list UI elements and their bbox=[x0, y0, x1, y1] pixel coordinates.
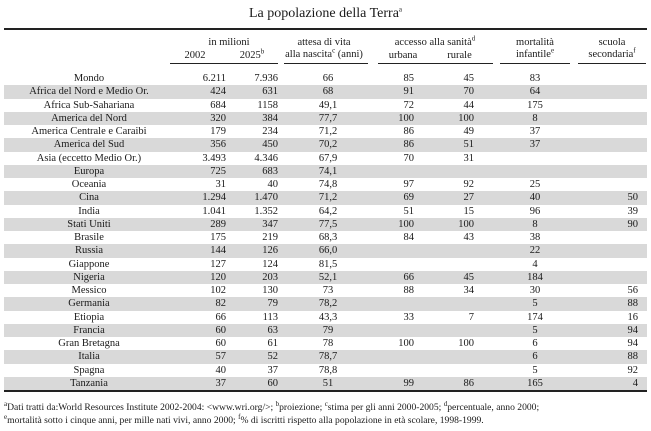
cell-region-name: Germania bbox=[68, 298, 110, 310]
cell-region-name: America del Sud bbox=[53, 139, 125, 151]
cell-region-name: Brasile bbox=[74, 232, 104, 243]
table-row bbox=[4, 377, 647, 390]
cell-infant-mortality: 25 bbox=[529, 179, 541, 190]
cell-pop-2002: 175 bbox=[210, 232, 226, 243]
cell-life-expectancy: 78,8 bbox=[318, 364, 338, 376]
cell-region-name: America Centrale e Caraibi bbox=[31, 126, 147, 137]
table-row bbox=[4, 350, 647, 363]
cell-health-rural: 100 bbox=[458, 338, 474, 349]
table-row bbox=[4, 138, 647, 151]
cell-infant-mortality: 4 bbox=[532, 258, 538, 270]
table-row bbox=[4, 311, 647, 324]
table-row bbox=[4, 85, 647, 98]
cell-pop-2002: 127 bbox=[210, 258, 226, 270]
cell-secondary-school: 88 bbox=[627, 298, 638, 310]
footnotes bbox=[4, 401, 649, 427]
table-row bbox=[4, 337, 647, 350]
cell-health-urban: 86 bbox=[403, 126, 414, 137]
cell-life-expectancy: 71,2 bbox=[318, 192, 338, 204]
cell-infant-mortality: 5 bbox=[532, 324, 538, 336]
cell-pop-2025: 347 bbox=[262, 218, 278, 230]
header-rule-population bbox=[170, 63, 278, 64]
table-row bbox=[4, 297, 647, 310]
cell-pop-2025: 52 bbox=[267, 351, 278, 363]
table-row bbox=[4, 178, 647, 191]
cell-region-name: Russia bbox=[74, 245, 103, 257]
table-row bbox=[4, 191, 647, 204]
cell-region-name: Francia bbox=[73, 324, 105, 336]
cell-pop-2025: 384 bbox=[262, 112, 278, 124]
cell-life-expectancy: 67,9 bbox=[318, 152, 338, 164]
cell-health-urban: 99 bbox=[403, 377, 414, 389]
table-row bbox=[4, 72, 647, 85]
footnote-text: mortalità sotto i cinque anni, per mille nati vivi, anno 2000; bbox=[7, 415, 239, 426]
cell-life-expectancy: 77,5 bbox=[318, 218, 338, 230]
cell-health-urban: 100 bbox=[398, 218, 414, 230]
cell-pop-2002: 60 bbox=[215, 338, 226, 349]
cell-infant-mortality: 40 bbox=[529, 192, 541, 204]
footnote-line-1 bbox=[4, 401, 649, 414]
cell-pop-2002: 66 bbox=[215, 311, 226, 323]
cell-health-rural: 45 bbox=[463, 271, 474, 283]
header-rule-health bbox=[378, 63, 493, 64]
cell-infant-mortality: 8 bbox=[532, 112, 538, 124]
footnote-marker: f bbox=[238, 412, 241, 421]
cell-region-name: America del Nord bbox=[51, 112, 127, 124]
footnote-marker: a bbox=[4, 399, 8, 408]
cell-health-rural: 100 bbox=[458, 112, 474, 124]
cell-life-expectancy: 70,2 bbox=[318, 139, 338, 151]
cell-pop-2025: 126 bbox=[262, 245, 278, 257]
table-row bbox=[4, 244, 647, 257]
cell-life-expectancy: 81,5 bbox=[318, 258, 338, 270]
top-rule bbox=[4, 28, 647, 30]
cell-region-name: Mondo bbox=[73, 73, 105, 84]
footnote-line-2 bbox=[4, 414, 649, 427]
cell-pop-2025: 37 bbox=[267, 364, 278, 376]
cell-infant-mortality: 37 bbox=[529, 139, 541, 151]
cell-life-expectancy: 43,3 bbox=[318, 311, 338, 323]
cell-pop-2025: 113 bbox=[262, 311, 278, 323]
footnote-text: Dati tratti da:World Resources Institute 2002-2004: <www.wri.org/>; bbox=[7, 402, 276, 413]
cell-pop-2002: 102 bbox=[210, 285, 226, 296]
cell-health-urban: 100 bbox=[398, 112, 414, 124]
cell-health-rural: 44 bbox=[463, 99, 474, 111]
cell-health-urban: 66 bbox=[403, 271, 414, 283]
cell-health-urban: 33 bbox=[403, 311, 414, 323]
cell-life-expectancy: 66,0 bbox=[318, 245, 338, 257]
cell-pop-2025: 234 bbox=[262, 126, 278, 137]
cell-life-expectancy: 68 bbox=[322, 86, 334, 98]
cell-pop-2002: 6.211 bbox=[202, 73, 226, 84]
table-row bbox=[4, 284, 647, 297]
table-row bbox=[4, 99, 647, 112]
cell-region-name: Tanzania bbox=[70, 377, 108, 389]
cell-life-expectancy: 78 bbox=[322, 338, 334, 349]
cell-pop-2025: 130 bbox=[262, 285, 278, 296]
header-life-expectancy: attesa di vita alla nascita$^c$ (anni) bbox=[285, 37, 363, 60]
cell-region-name: Cina bbox=[79, 192, 99, 204]
cell-life-expectancy: 77,7 bbox=[318, 112, 338, 124]
table-row bbox=[4, 125, 647, 138]
cell-pop-2025: 1158 bbox=[257, 99, 278, 111]
cell-region-name: Africa Sub-Sahariana bbox=[43, 99, 135, 111]
cell-pop-2002: 320 bbox=[210, 112, 226, 124]
cell-health-rural: 100 bbox=[458, 218, 474, 230]
cell-health-urban: 100 bbox=[398, 338, 414, 349]
cell-life-expectancy: 68,3 bbox=[318, 232, 338, 243]
table-row bbox=[4, 258, 647, 271]
cell-infant-mortality: 83 bbox=[529, 73, 541, 84]
cell-region-name: Italia bbox=[78, 351, 100, 363]
table-row bbox=[4, 152, 647, 165]
header-secondary-school: scuola secondaria$^f$ bbox=[588, 37, 636, 60]
cell-secondary-school: 4 bbox=[632, 377, 638, 389]
cell-infant-mortality: 30 bbox=[529, 285, 541, 296]
cell-pop-2002: 3.493 bbox=[202, 152, 226, 164]
cell-region-name: Oceania bbox=[71, 179, 107, 190]
cell-health-urban: 70 bbox=[403, 152, 414, 164]
cell-health-urban: 84 bbox=[403, 232, 414, 243]
cell-life-expectancy: 78,7 bbox=[318, 351, 338, 363]
cell-infant-mortality: 174 bbox=[527, 311, 543, 323]
table-row bbox=[4, 165, 647, 178]
cell-health-urban: 69 bbox=[403, 192, 414, 204]
cell-secondary-school: 88 bbox=[627, 351, 638, 363]
cell-pop-2025: 219 bbox=[262, 232, 278, 243]
header-health-access: accesso alla sanità$^d$ bbox=[394, 34, 476, 48]
footnote-marker: d bbox=[443, 399, 448, 408]
cell-secondary-school: 50 bbox=[627, 192, 638, 204]
cell-infant-mortality: 5 bbox=[532, 298, 538, 310]
cell-pop-2025: 63 bbox=[267, 324, 278, 336]
cell-infant-mortality: 165 bbox=[527, 377, 543, 389]
cell-infant-mortality: 6 bbox=[532, 351, 538, 363]
table-row bbox=[4, 218, 647, 231]
cell-health-rural: 34 bbox=[463, 285, 474, 296]
cell-pop-2025: 203 bbox=[262, 271, 278, 283]
cell-region-name: Asia (eccetto Medio Or.) bbox=[36, 152, 142, 164]
header-rule-school bbox=[578, 63, 646, 64]
header-population-group: in milioni bbox=[208, 37, 250, 48]
cell-pop-2025: 1.352 bbox=[254, 205, 278, 217]
cell-life-expectancy: 78,2 bbox=[318, 298, 338, 310]
cell-region-name: Messico bbox=[71, 285, 107, 296]
cell-life-expectancy: 79 bbox=[322, 324, 334, 336]
cell-health-rural: 49 bbox=[463, 126, 474, 137]
cell-pop-2025: 1.470 bbox=[254, 192, 278, 204]
cell-health-urban: 86 bbox=[403, 139, 414, 151]
cell-pop-2002: 82 bbox=[215, 298, 226, 310]
table-title: La popolazione della Terra$^a$ bbox=[248, 5, 403, 21]
cell-pop-2002: 120 bbox=[210, 271, 226, 283]
cell-secondary-school: 94 bbox=[627, 324, 638, 336]
cell-infant-mortality: 64 bbox=[529, 86, 541, 98]
cell-pop-2002: 1.294 bbox=[202, 192, 226, 204]
table-row bbox=[4, 205, 647, 218]
cell-pop-2002: 37 bbox=[215, 377, 226, 389]
cell-pop-2002: 179 bbox=[210, 126, 226, 137]
cell-health-urban: 97 bbox=[403, 179, 414, 190]
cell-pop-2025: 683 bbox=[262, 165, 278, 177]
cell-infant-mortality: 96 bbox=[529, 205, 541, 217]
cell-health-rural: 7 bbox=[468, 311, 474, 323]
cell-secondary-school: 16 bbox=[627, 311, 638, 323]
cell-life-expectancy: 74,8 bbox=[318, 179, 338, 190]
footnote-marker: e bbox=[4, 412, 8, 421]
header-rule-life bbox=[284, 63, 368, 64]
cell-pop-2025: 631 bbox=[262, 86, 278, 98]
cell-pop-2025: 79 bbox=[267, 298, 278, 310]
cell-region-name: Africa del Nord e Medio Or. bbox=[29, 86, 149, 98]
cell-pop-2002: 60 bbox=[215, 324, 226, 336]
footnote-marker: b bbox=[275, 399, 280, 408]
cell-pop-2002: 57 bbox=[215, 351, 226, 363]
cell-secondary-school: 56 bbox=[627, 285, 638, 296]
cell-health-rural: 43 bbox=[463, 232, 474, 243]
cell-pop-2002: 684 bbox=[210, 99, 226, 111]
cell-health-rural: 27 bbox=[463, 192, 474, 204]
header-rule-mortality bbox=[500, 63, 570, 64]
cell-pop-2025: 60 bbox=[267, 377, 278, 389]
cell-life-expectancy: 66 bbox=[322, 73, 334, 84]
cell-health-urban: 88 bbox=[403, 285, 414, 296]
header-urban: urbana bbox=[388, 50, 418, 61]
cell-region-name: Giappone bbox=[68, 258, 110, 270]
cell-infant-mortality: 8 bbox=[532, 218, 538, 230]
cell-life-expectancy: 71,2 bbox=[318, 126, 338, 137]
cell-secondary-school: 90 bbox=[627, 218, 638, 230]
cell-region-name: Stati Uniti bbox=[67, 218, 111, 230]
cell-infant-mortality: 184 bbox=[527, 271, 543, 283]
cell-region-name: Etiopia bbox=[73, 311, 105, 323]
cell-pop-2025: 450 bbox=[262, 139, 278, 151]
cell-pop-2002: 289 bbox=[210, 218, 226, 230]
cell-pop-2025: 7.936 bbox=[254, 73, 278, 84]
cell-health-rural: 51 bbox=[463, 139, 474, 151]
footnote-text: percentuale, anno 2000; bbox=[447, 402, 540, 413]
cell-health-rural: 31 bbox=[463, 152, 474, 164]
cell-infant-mortality: 37 bbox=[529, 126, 541, 137]
cell-pop-2025: 61 bbox=[267, 338, 278, 349]
footnote-text: stima per gli anni 2000-2005; bbox=[327, 402, 444, 413]
cell-life-expectancy: 49,1 bbox=[318, 99, 338, 111]
cell-pop-2025: 124 bbox=[262, 258, 278, 270]
cell-region-name: Spagna bbox=[73, 364, 105, 376]
header-2002: 2002 bbox=[184, 50, 206, 61]
table-row bbox=[4, 231, 647, 244]
header-infant-mortality: mortalità infantile$^e$ bbox=[515, 37, 555, 60]
cell-region-name: Nigeria bbox=[73, 271, 105, 283]
cell-life-expectancy: 73 bbox=[322, 285, 334, 296]
cell-life-expectancy: 52,1 bbox=[318, 271, 338, 283]
cell-health-rural: 45 bbox=[463, 73, 474, 84]
cell-health-urban: 91 bbox=[403, 86, 414, 98]
cell-health-rural: 86 bbox=[463, 377, 474, 389]
table-row bbox=[4, 364, 647, 377]
footnote-marker: c bbox=[324, 399, 328, 408]
bottom-rule bbox=[4, 390, 647, 392]
header-2025: 2025$^b$ bbox=[239, 47, 265, 61]
cell-infant-mortality: 175 bbox=[527, 99, 543, 111]
cell-pop-2002: 31 bbox=[215, 179, 226, 190]
cell-infant-mortality: 38 bbox=[529, 232, 541, 243]
cell-health-urban: 51 bbox=[403, 205, 414, 217]
cell-pop-2002: 356 bbox=[210, 139, 226, 151]
table-row bbox=[4, 112, 647, 125]
cell-life-expectancy: 74,1 bbox=[318, 165, 338, 177]
cell-secondary-school: 39 bbox=[627, 205, 638, 217]
footnote-text: % di iscritti rispetto alla popolazione in età scolare, 1998-1999. bbox=[240, 415, 484, 426]
cell-life-expectancy: 64,2 bbox=[318, 205, 338, 217]
cell-region-name: Gran Bretagna bbox=[58, 338, 120, 349]
cell-infant-mortality: 6 bbox=[532, 338, 538, 349]
cell-life-expectancy: 51 bbox=[322, 377, 334, 389]
cell-infant-mortality: 5 bbox=[532, 364, 538, 376]
cell-pop-2002: 144 bbox=[210, 245, 226, 257]
cell-health-rural: 70 bbox=[463, 86, 474, 98]
cell-health-urban: 72 bbox=[403, 99, 414, 111]
cell-pop-2002: 725 bbox=[210, 165, 226, 177]
cell-pop-2025: 40 bbox=[267, 179, 278, 190]
footnote-text: proiezione; bbox=[279, 402, 325, 413]
cell-health-rural: 92 bbox=[463, 179, 474, 190]
cell-infant-mortality: 22 bbox=[529, 245, 541, 257]
cell-region-name: Europa bbox=[73, 165, 105, 177]
cell-pop-2002: 424 bbox=[210, 86, 226, 98]
cell-secondary-school: 94 bbox=[627, 338, 638, 349]
cell-pop-2002: 1.041 bbox=[202, 205, 226, 217]
cell-pop-2002: 40 bbox=[215, 364, 226, 376]
table-row bbox=[4, 271, 647, 284]
table-row bbox=[4, 324, 647, 337]
cell-health-urban: 85 bbox=[403, 73, 414, 84]
header-rural: rurale bbox=[447, 50, 472, 61]
cell-secondary-school: 92 bbox=[627, 364, 638, 376]
cell-pop-2025: 4.346 bbox=[254, 152, 278, 164]
cell-region-name: India bbox=[78, 205, 100, 217]
cell-health-rural: 15 bbox=[463, 205, 474, 217]
